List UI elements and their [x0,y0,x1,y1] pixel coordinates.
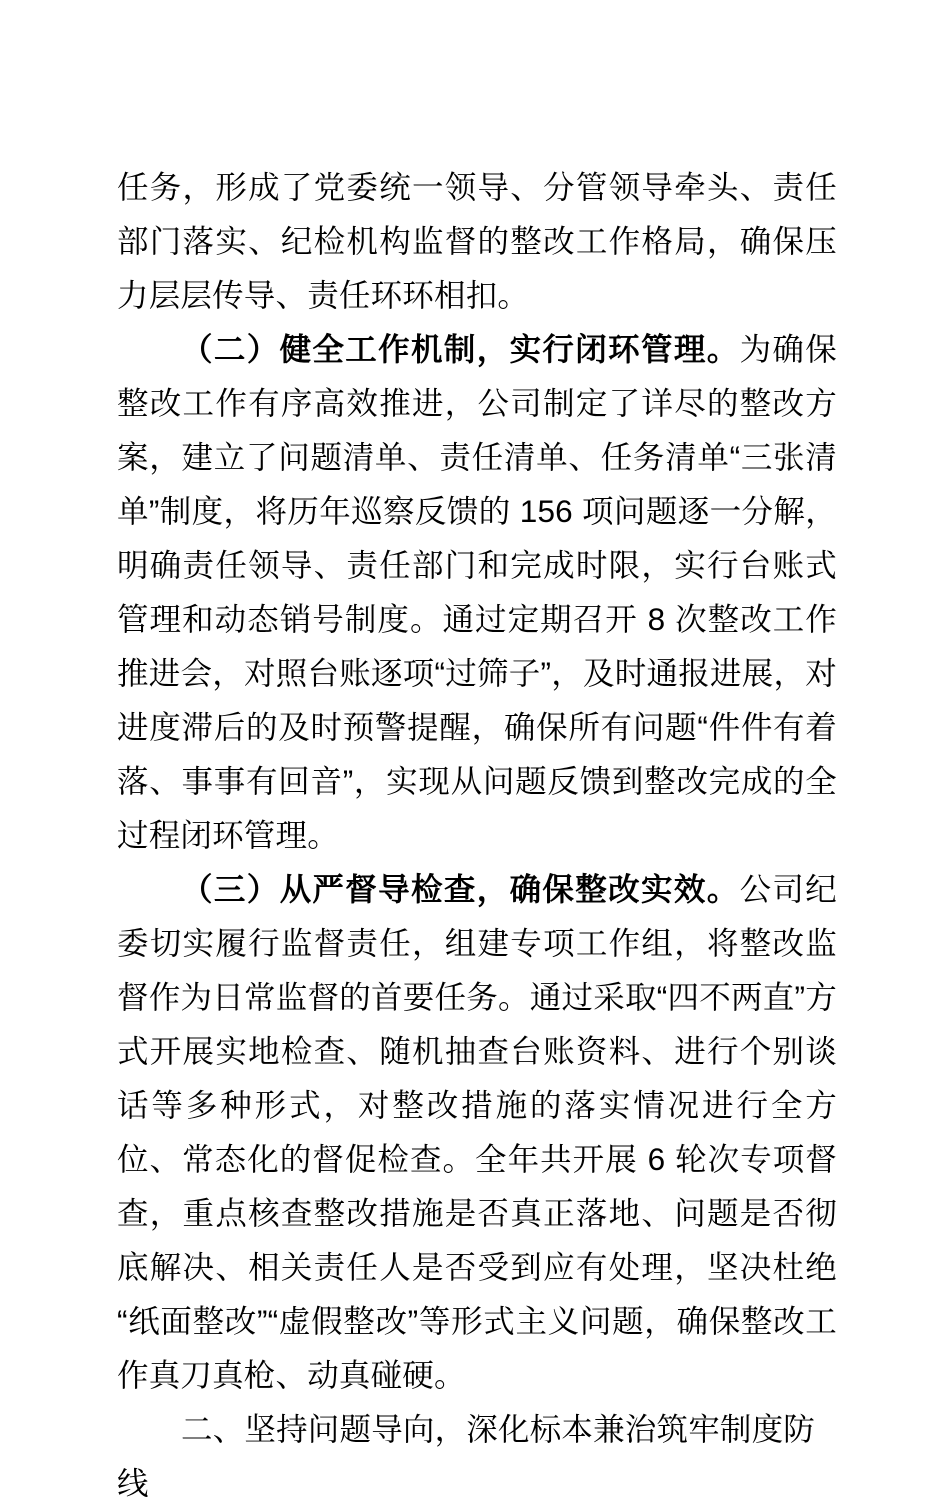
paragraph-section-two-lead: （二）健全工作机制，实行闭环管理。 [181,331,740,367]
paragraph-section-three [117,862,837,1402]
paragraph-section-two [117,322,837,862]
paragraph-section-three-text: 公司纪委切实履行监督责任，组建专项工作组，将整改监督作为日常监督的首要任务。通过采取“四不两直”方式开展实地检查、随机抽查台账资料、进行个别谈话等多种形式，对整改措施的落实情况进行全方位、常态化的督促检查。全年共开展 6 轮次专项督查，重点核查整改措施是否真正落地、问题是否彻底解决、相关责任人是否受到应有处理，坚决杜绝“纸面整改”“虚假整改”等形式主义问题，确保整改工作真刀真枪、动真碰硬。 [117,871,837,1393]
section-heading-two: 二、坚持问题导向，深化标本兼治筑牢制度防线 [117,1411,816,1501]
paragraph-section-three-lead: （三）从严督导检查，确保整改实效。 [181,871,740,907]
document-body [117,160,837,1510]
paragraph-continuation: 任务，形成了党委统一领导、分管领导牵头、责任部门落实、纪检机构监督的整改工作格局，确保压力层层传导、责任环环相扣。 [117,169,837,313]
paragraph-section-two-text: 为确保整改工作有序高效推进，公司制定了详尽的整改方案，建立了问题清单、责任清单、任务清单“三张清单”制度，将历年巡察反馈的 156 项问题逐一分解，明确责任领导、责任部门和完成时限，实行台账式管理和动态销号制度。通过定期召开 8 次整改工作推进会，对照台账逐项“过筛子”，及时通报进展，对进度滞后的及时预警提醒，确保所有问题“件件有着落、事事有回音”，实现从问题反馈到整改完成的全过程闭环管理。 [117,331,837,853]
